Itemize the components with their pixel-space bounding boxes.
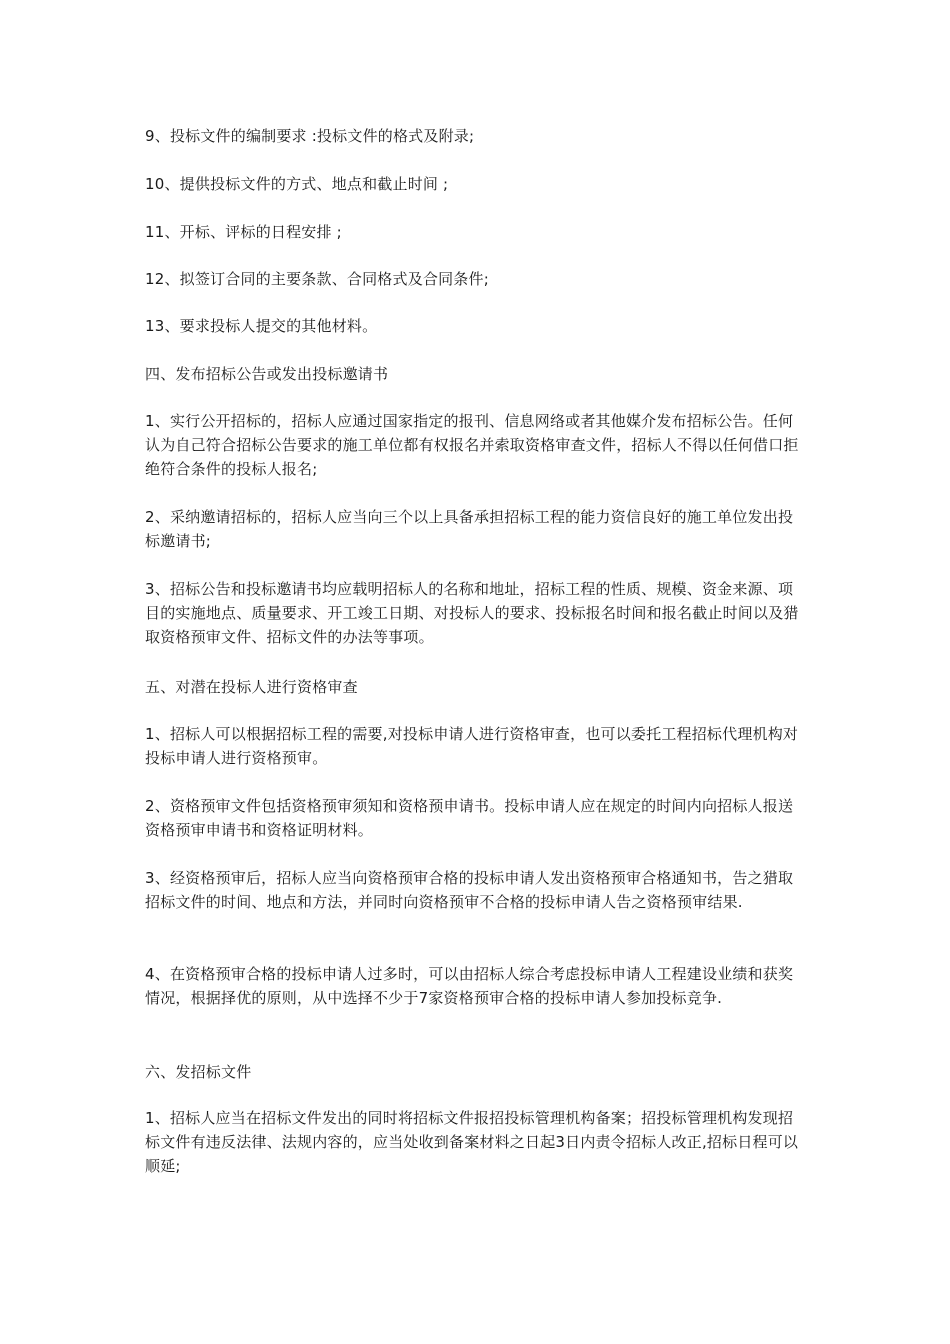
- section-5-item-3: 3、经资格预审后，招标人应当向资格预审合格的投标申请人发出资格预审合格通知书，告之猎取招标文件的时间、地点和方法，并同时向资格预审不合格的投标申请人告之资格预审结果.: [145, 869, 794, 911]
- list-item-10: 10、提供投标文件的方式、地点和截止时间 ;: [145, 175, 449, 193]
- section-heading-4: 四、发布招标公告或发出投标邀请书: [145, 365, 389, 383]
- section-4-item-1: 1、实行公开招标的，招标人应通过国家指定的报刊、信息网络或者其他媒介发布招标公告。任何认为自己符合招标公告要求的施工单位都有权报名并索取资格审查文件，招标人不得以任何借口拒绝符合条件的投标人报名;: [145, 412, 799, 478]
- section-5-item-1: 1、招标人可以根据招标工程的需要,对投标申请人进行资格审查，也可以委托工程招标代理机构对投标申请人进行资格预审。: [145, 725, 799, 767]
- section-6-item-1: 1、招标人应当在招标文件发出的同时将招标文件报招投标管理机构备案；招投标管理机构发现招标文件有违反法律、法规内容的，应当处收到备案材料之日起3日内责令招标人改正,招标日程可以顺延;: [145, 1109, 799, 1175]
- list-item-13: 13、要求投标人提交的其他材料。: [145, 317, 378, 335]
- section-4-item-3: 3、招标公告和投标邀请书均应载明招标人的名称和地址，招标工程的性质、规模、资金来源、项目的实施地点、质量要求、开工竣工日期、对投标人的要求、投标报名时间和报名截止时间以及猎取资格预审文件、招标文件的办法等事项。: [145, 580, 799, 646]
- section-5-item-4: 4、在资格预审合格的投标申请人过多时，可以由招标人综合考虑投标申请人工程建设业绩和获奖情况，根据择优的原则，从中选择不少于7家资格预审合格的投标申请人参加投标竞争.: [145, 965, 794, 1007]
- section-5-item-2: 2、资格预审文件包括资格预审须知和资格预申请书。投标申请人应在规定的时间内向招标人报送资格预审申请书和资格证明材料。: [145, 797, 794, 839]
- list-item-12: 12、拟签订合同的主要条款、合同格式及合同条件;: [145, 270, 489, 288]
- section-heading-6: 六、发招标文件: [145, 1063, 252, 1081]
- section-4-item-2: 2、采纳邀请招标的，招标人应当向三个以上具备承担招标工程的能力资信良好的施工单位发出投标邀请书;: [145, 508, 794, 550]
- section-heading-5: 五、对潜在投标人进行资格审查: [145, 678, 358, 696]
- list-item-11: 11、开标、评标的日程安排 ;: [145, 223, 342, 241]
- list-item-9: 9、投标文件的编制要求 :投标文件的格式及附录;: [145, 127, 475, 145]
